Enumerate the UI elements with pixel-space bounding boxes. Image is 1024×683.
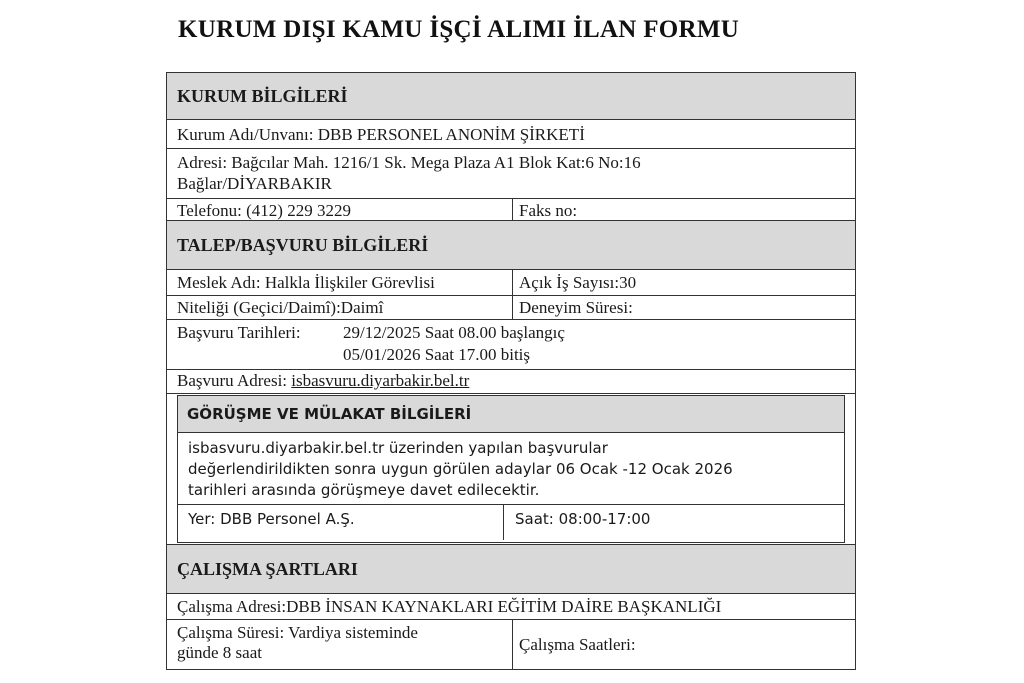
divider <box>167 369 855 370</box>
divider <box>178 432 844 433</box>
divider <box>167 198 855 199</box>
calisma-sure-line1: Çalışma Süresi: Vardiya sisteminde <box>177 623 418 642</box>
talep-deneyim: Deneyim Süresi: <box>519 298 633 317</box>
talep-adres-label: Başvuru Adresi: <box>177 371 292 390</box>
divider <box>512 295 513 319</box>
talep-meslek: Meslek Adı: Halkla İlişkiler Görevlisi <box>177 273 435 292</box>
calisma-sure-line2: günde 8 saat <box>177 643 262 662</box>
section-talep-title: TALEP/BAŞVURU BİLGİLERİ <box>177 234 429 255</box>
section-gorusme-title: GÖRÜŞME VE MÜLAKAT BİLGİLERİ <box>187 405 472 423</box>
talep-acik-is: Açık İş Sayısı:30 <box>519 273 637 292</box>
talep-tarih-line1: 29/12/2025 Saat 08.00 başlangıç <box>343 323 565 342</box>
talep-adres <box>177 371 469 391</box>
divider <box>167 593 855 594</box>
form-title: KURUM DIŞI KAMU İŞÇİ ALIMI İLAN FORMU <box>178 16 740 43</box>
kurum-faks: Faks no: <box>519 201 578 220</box>
divider <box>167 393 855 394</box>
divider <box>512 269 513 295</box>
divider <box>167 119 855 120</box>
calisma-adres: Çalışma Adresi:DBB İNSAN KAYNAKLARI EĞİTİM DAİRE BAŞKANLIĞI <box>177 597 722 616</box>
divider <box>167 295 855 296</box>
gorusme-yer: Yer: DBB Personel A.Ş. <box>188 510 355 528</box>
divider <box>512 198 513 220</box>
gorusme-text-line3: tarihleri arasında görüşmeye davet edilecektir. <box>188 481 540 499</box>
section-kurum-title: KURUM BİLGİLERİ <box>177 85 348 106</box>
section-kurum-header <box>167 73 855 119</box>
gorusme-text-line1: isbasvuru.diyarbakir.bel.tr üzerinden yapılan başvurular <box>188 439 608 457</box>
gorusme-saat: Saat: 08:00-17:00 <box>515 510 651 528</box>
divider <box>503 504 504 540</box>
basvuru-link[interactable]: isbasvuru.diyarbakir.bel.tr <box>291 371 470 390</box>
kurum-telefon: Telefonu: (412) 229 3229 <box>177 201 351 220</box>
calisma-saatleri: Çalışma Saatleri: <box>519 635 636 654</box>
section-calisma-title: ÇALIŞMA ŞARTLARI <box>177 558 358 579</box>
divider <box>167 319 855 320</box>
divider <box>167 269 855 270</box>
section-calisma-header <box>167 545 855 593</box>
gorusme-text-line2: değerlendirildikten sonra uygun görülen adaylar 06 Ocak -12 Ocak 2026 <box>188 460 733 478</box>
section-gorusme-header <box>178 396 844 432</box>
talep-niteligi: Niteliği (Geçici/Daimî):Daimî <box>177 298 384 317</box>
talep-tarih-line2: 05/01/2026 Saat 17.00 bitiş <box>343 345 530 364</box>
kurum-adres-line2: Bağlar/DİYARBAKIR <box>177 174 332 193</box>
divider <box>167 148 855 149</box>
talep-tarih-label: Başvuru Tarihleri: <box>177 323 301 342</box>
announcement-form <box>166 72 856 670</box>
divider <box>178 504 844 505</box>
divider <box>167 619 855 620</box>
divider <box>512 619 513 669</box>
kurum-adres-line1: Adresi: Bağcılar Mah. 1216/1 Sk. Mega Plaza A1 Blok Kat:6 No:16 <box>177 153 641 172</box>
section-talep-header <box>167 221 855 269</box>
kurum-unvan: Kurum Adı/Unvanı: DBB PERSONEL ANONİM ŞİRKETİ <box>177 125 585 144</box>
gorusme-box <box>177 395 845 543</box>
